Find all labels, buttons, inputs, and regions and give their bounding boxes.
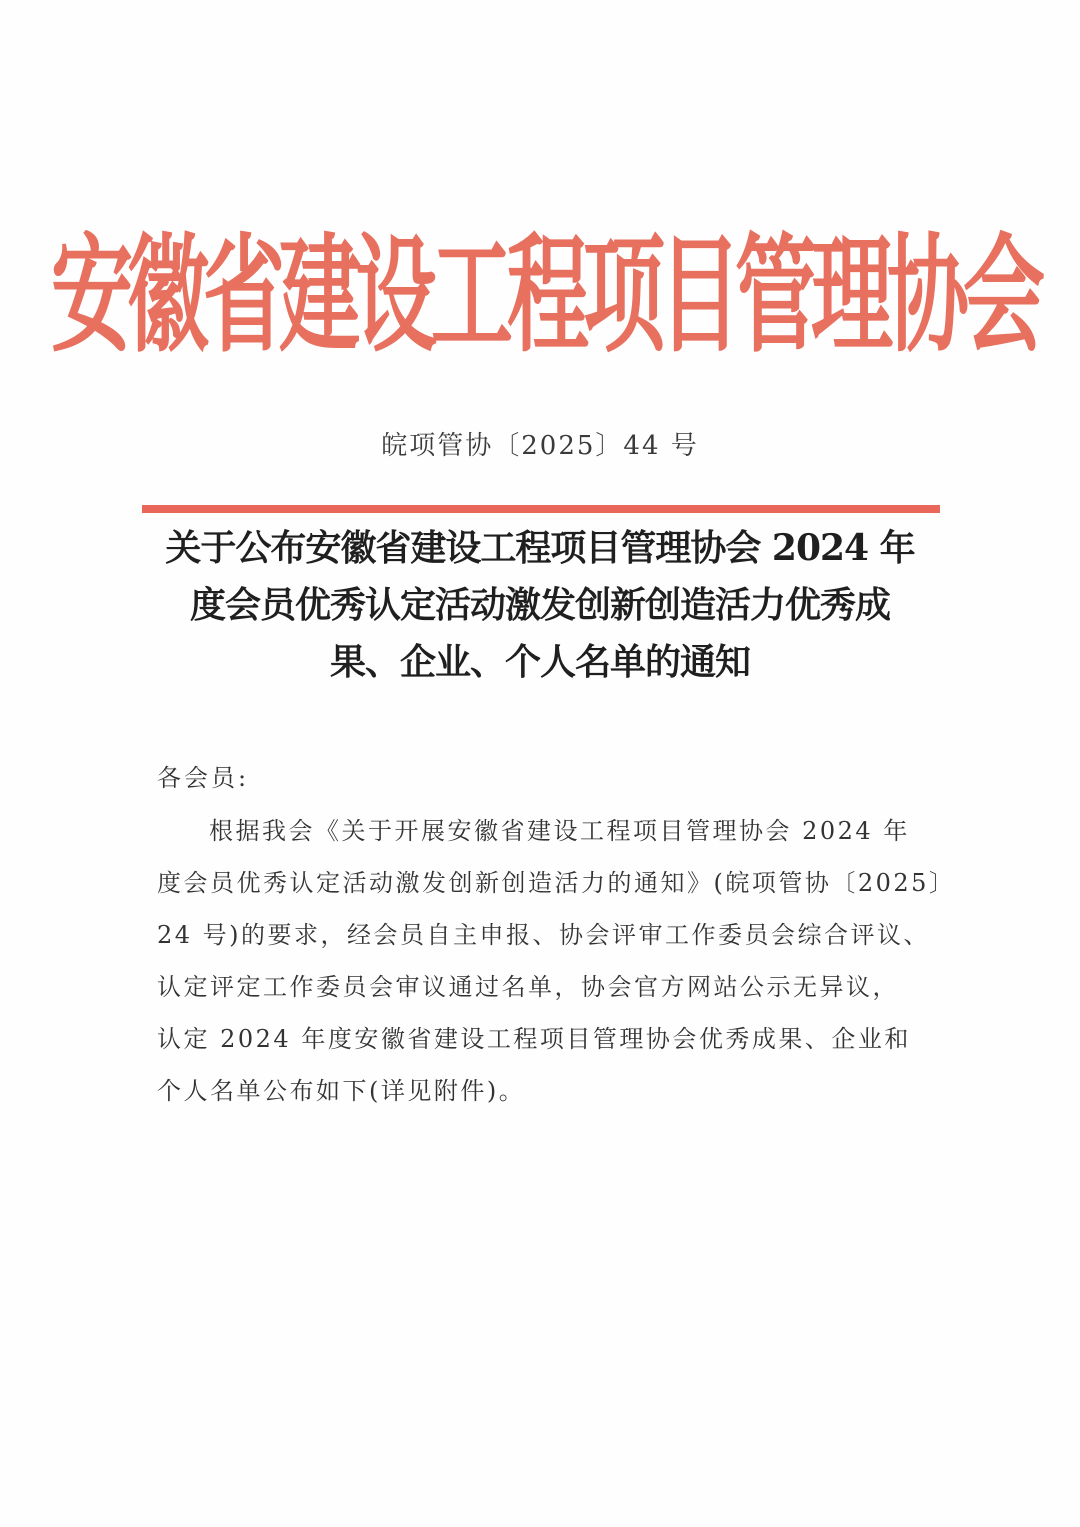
document-title [145, 520, 935, 691]
red-divider-rule [142, 505, 940, 513]
title-line: 关于公布安徽省建设工程项目管理协会 2024 年 [165, 527, 915, 569]
body-line: 认定 2024 年度安徽省建设工程项目管理协会优秀成果、企业和 [157, 1025, 911, 1053]
body-line: 根据我会《关于开展安徽省建设工程项目管理协会 2024 年 [209, 817, 910, 845]
document-number: 皖项管协〔2025〕44 号 [381, 431, 699, 461]
body-line: 24 号)的要求，经会员自主申报、协会评审工作委员会综合评议、 [157, 921, 931, 949]
body-paragraph [157, 805, 956, 1117]
title-line: 果、企业、个人名单的通知 [329, 641, 750, 683]
body-line: 认定评定工作委员会审议通过名单，协会官方网站公示无异议， [157, 973, 899, 1001]
body-line: 个人名单公布如下(详见附件)。 [157, 1077, 526, 1105]
salutation: 各会员: [157, 764, 250, 792]
organization-header: 安徽省建设工程项目管理协会 [51, 220, 1040, 370]
body-line: 度会员优秀认定活动激发创新创造活力的通知》(皖项管协〔2025〕 [157, 869, 956, 897]
title-line: 度会员优秀认定活动激发创新创造活力优秀成 [189, 584, 890, 626]
